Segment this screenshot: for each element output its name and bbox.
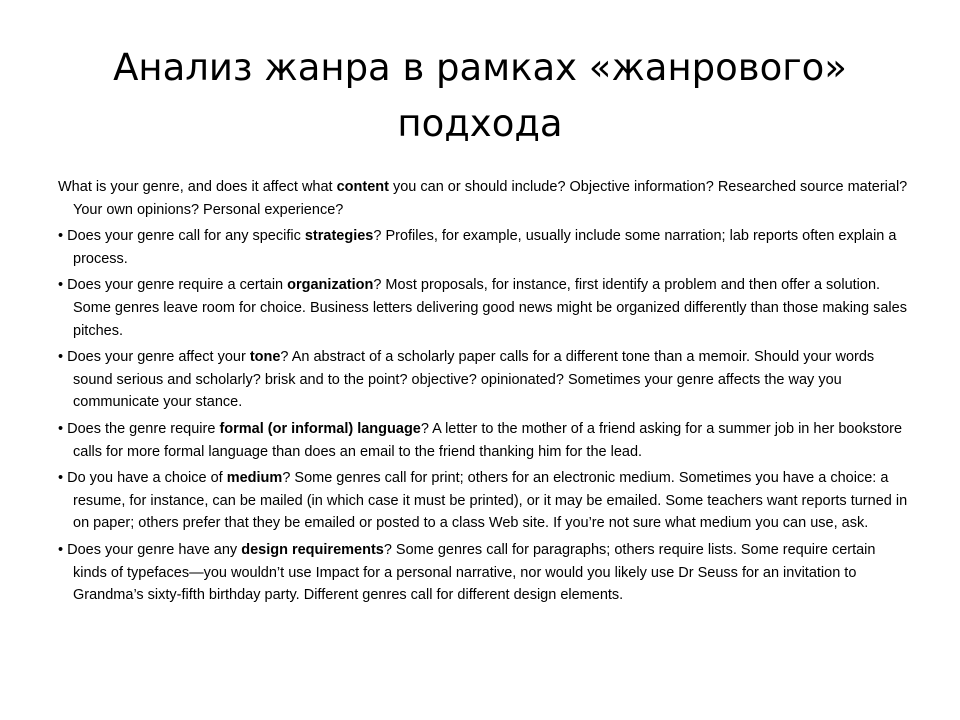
paragraph-text: you can or should include? Objective information? Researched source material? Your own opinions? Personal experience? [73, 179, 908, 218]
paragraph-strategies [58, 225, 908, 270]
paragraph-medium [58, 467, 908, 535]
paragraph-keyword: formal (or informal) language [219, 420, 421, 437]
paragraph-keyword: tone [249, 349, 281, 366]
paragraph-organization [58, 274, 908, 342]
paragraph-text: ? Some genres call for paragraphs; others require lists. Some require certain kinds of typefaces—you wouldn’t use Impact for a personal narrative, nor would you likely use Dr Seuss for an invitation to Grandma’s sixty-fifth birthday party. Different genres call for different design elements. [73, 541, 876, 604]
paragraph-design [58, 539, 908, 607]
paragraph-keyword: content [336, 179, 389, 195]
paragraph-content [58, 176, 908, 221]
paragraph-keyword: medium [226, 470, 283, 487]
paragraph-text: ? An abstract of a scholarly paper calls for a different tone than a memoir. Should your words sound serious and scholarly? brisk and to the point? objective? opinionated? Sometimes your genre affects the way you communicate your stance. [73, 349, 875, 411]
paragraph-text: ? A letter to the mother of a friend asking for a summer job in her bookstore calls for more formal language than does an email to the friend thanking him for the lead. [73, 420, 903, 460]
paragraph-text: • Does your genre call for any specific [58, 228, 305, 245]
slide-body [58, 176, 908, 611]
slide-title: Анализ жанра в рамках «жанрового» подхода [113, 46, 847, 145]
paragraph-text: What is your genre, and does it affect what [58, 179, 337, 195]
paragraph-language [58, 418, 908, 463]
paragraph-text: ? Profiles, for example, usually include some narration; lab reports often explain a process. [73, 228, 897, 267]
paragraph-keyword: design requirements [241, 541, 384, 558]
paragraph-text: ? Some genres call for print; others for an electronic medium. Sometimes you have a choice: a resume, for instance, can be mailed (in which case it must be printed), or it may be emailed. Some teachers want reports turned in on paper; others prefer that they be emailed or posted to a class Web site. If you’re not sure what medium you can use, ask. [73, 470, 908, 532]
paragraph-text: ? Most proposals, for instance, first identify a problem and then offer a solution. Some genres leave room for choice. Business letters delivering good news might be organized differently than those making sales pitches. [73, 277, 907, 339]
paragraph-text: • Do you have a choice of [58, 470, 227, 487]
paragraph-tone [58, 346, 908, 414]
paragraph-text: • Does your genre have any [58, 541, 242, 558]
paragraph-keyword: strategies [304, 228, 374, 245]
paragraph-text: • Does the genre require [58, 420, 220, 437]
paragraph-keyword: organization [287, 277, 374, 294]
paragraph-text: • Does your genre require a certain [58, 277, 288, 294]
paragraph-text: • Does your genre affect your [58, 349, 250, 366]
